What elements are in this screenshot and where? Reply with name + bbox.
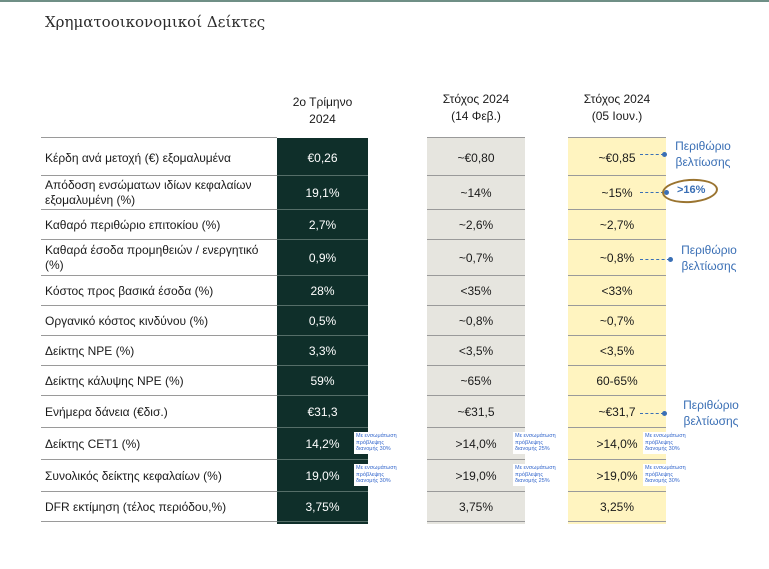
- value-feb: ~0,8%: [458, 314, 494, 328]
- value-q2: €31,3: [307, 405, 338, 419]
- value-jun: >19,0%: [596, 469, 638, 483]
- column-header-jun-line1: Στόχος 2024: [583, 92, 651, 106]
- improvement-note-eps-line2: βελτίωσης: [675, 155, 731, 169]
- improvement-note-fees: [674, 242, 744, 274]
- column-header-q2-line1: 2ο Τρίμηνο: [292, 95, 353, 109]
- roe-target-value: >16%: [677, 184, 706, 196]
- row-label: Κόστος προς βασικά έσοδα (%): [45, 283, 214, 298]
- row-label: Δείκτης CET1 (%): [45, 436, 141, 451]
- value-feb: ~€31,5: [457, 405, 495, 419]
- value-jun: ~2,7%: [599, 218, 635, 232]
- value-feb: <35%: [460, 284, 492, 298]
- value-q2: 28%: [310, 284, 335, 298]
- value-jun: >14,0%: [596, 437, 638, 451]
- value-q2: 0,9%: [308, 251, 337, 265]
- column-header-jun-line2: (05 Ιουν.): [591, 109, 643, 123]
- table-top-rule-feb: [427, 137, 525, 138]
- value-feb: ~2,6%: [458, 218, 494, 232]
- value-q2: 19,1%: [305, 186, 340, 200]
- distribution-footnote: Με ενσωμάτωση πρόβλεψης διανομής 30%: [354, 464, 402, 486]
- value-feb: >19,0%: [455, 469, 497, 483]
- column-header-feb-line2: (14 Φεβ.): [451, 109, 501, 123]
- value-q2: 3,3%: [308, 344, 337, 358]
- roe-target-circle: [661, 177, 719, 205]
- row-label: Απόδοση ενσώματων ιδίων κεφαλαίων εξομαλυμένη (%): [45, 178, 252, 207]
- value-feb: 3,75%: [458, 500, 494, 514]
- column-header-jun: [568, 91, 666, 125]
- value-jun: <33%: [601, 284, 633, 298]
- value-feb: ~14%: [460, 186, 492, 200]
- value-jun: ~0,8%: [599, 251, 635, 265]
- row-label: Καθαρά έσοδα προμηθειών / ενεργητικό (%): [45, 243, 259, 272]
- value-q2: 2,7%: [308, 218, 337, 232]
- table-top-rule: [41, 137, 666, 138]
- distribution-footnote: Με ενσωμάτωση πρόβλεψης διανομής 30%: [643, 464, 691, 486]
- value-jun: 60-65%: [596, 374, 638, 388]
- table-top-rule-jun: [568, 137, 666, 138]
- value-feb: ~€0,80: [457, 151, 495, 165]
- fees-connector-dot: [668, 257, 673, 262]
- distribution-footnote: Με ενσωμάτωση πρόβλεψης διανομής 25%: [513, 432, 561, 454]
- value-feb: <3,5%: [458, 344, 494, 358]
- row-label: Οργανικό κόστος κινδύνου (%): [45, 313, 209, 328]
- distribution-footnote: Με ενσωμάτωση πρόβλεψης διανομής 30%: [354, 432, 402, 454]
- value-jun: ~0,7%: [599, 314, 635, 328]
- table-top-rule-label: [41, 137, 277, 138]
- improvement-note-loans: [676, 397, 746, 429]
- improvement-note-eps: [668, 138, 738, 170]
- value-q2: 19,0%: [305, 469, 340, 483]
- improvement-note-loans-line1: Περιθώριο: [683, 398, 739, 412]
- improvement-note-fees-line1: Περιθώριο: [681, 243, 737, 257]
- improvement-note-eps-line1: Περιθώριο: [675, 139, 731, 153]
- value-q2: 59%: [310, 374, 335, 388]
- row-label: Δείκτης NPE (%): [45, 343, 135, 358]
- value-jun: ~€0,85: [598, 151, 636, 165]
- distribution-footnote: Με ενσωμάτωση πρόβλεψης διανομής 25%: [513, 464, 561, 486]
- value-feb: ~0,7%: [458, 251, 494, 265]
- row-label: Συνολικός δείκτης κεφαλαίων (%): [45, 468, 222, 483]
- top-rule: [0, 0, 769, 2]
- column-header-feb: [427, 91, 525, 125]
- value-q2: 0,5%: [308, 314, 337, 328]
- row-label: Καθαρό περιθώριο επιτοκίου (%): [45, 217, 221, 232]
- eps-dashed-connector: [640, 154, 664, 155]
- value-jun: <3,5%: [599, 344, 635, 358]
- value-q2: 3,75%: [305, 500, 340, 514]
- eps-connector-dot: [662, 152, 667, 157]
- column-header-q2-line2: 2024: [309, 112, 336, 126]
- value-jun: ~€31,7: [598, 405, 636, 419]
- row-label: Δείκτης κάλυψης NPE (%): [45, 373, 184, 388]
- loans-dashed-connector: [640, 413, 664, 414]
- roe-dashed-connector: [640, 192, 664, 193]
- value-jun: 3,25%: [599, 500, 635, 514]
- value-q2: €0,26: [307, 151, 338, 165]
- loans-connector-dot: [662, 411, 667, 416]
- column-header-feb-line1: Στόχος 2024: [442, 92, 510, 106]
- fees-dashed-connector: [640, 259, 670, 260]
- page-title: Χρηματοοικονομικοί Δείκτες: [45, 13, 266, 31]
- value-jun: ~15%: [601, 186, 633, 200]
- improvement-note-fees-line2: βελτίωσης: [681, 259, 737, 273]
- row-label: Κέρδη ανά μετοχή (€) εξομαλυμένα: [45, 150, 231, 165]
- value-feb: >14,0%: [455, 437, 497, 451]
- row-label: Ενήμερα δάνεια (€δισ.): [45, 404, 168, 419]
- improvement-note-loans-line2: βελτίωσης: [683, 414, 739, 428]
- column-header-q2: [277, 94, 368, 128]
- value-q2: 14,2%: [305, 437, 340, 451]
- value-feb: ~65%: [460, 374, 492, 388]
- distribution-footnote: Με ενσωμάτωση πρόβλεψης διανομής 30%: [643, 432, 691, 454]
- row-label: DFR εκτίμηση (τέλος περιόδου,%): [45, 499, 227, 514]
